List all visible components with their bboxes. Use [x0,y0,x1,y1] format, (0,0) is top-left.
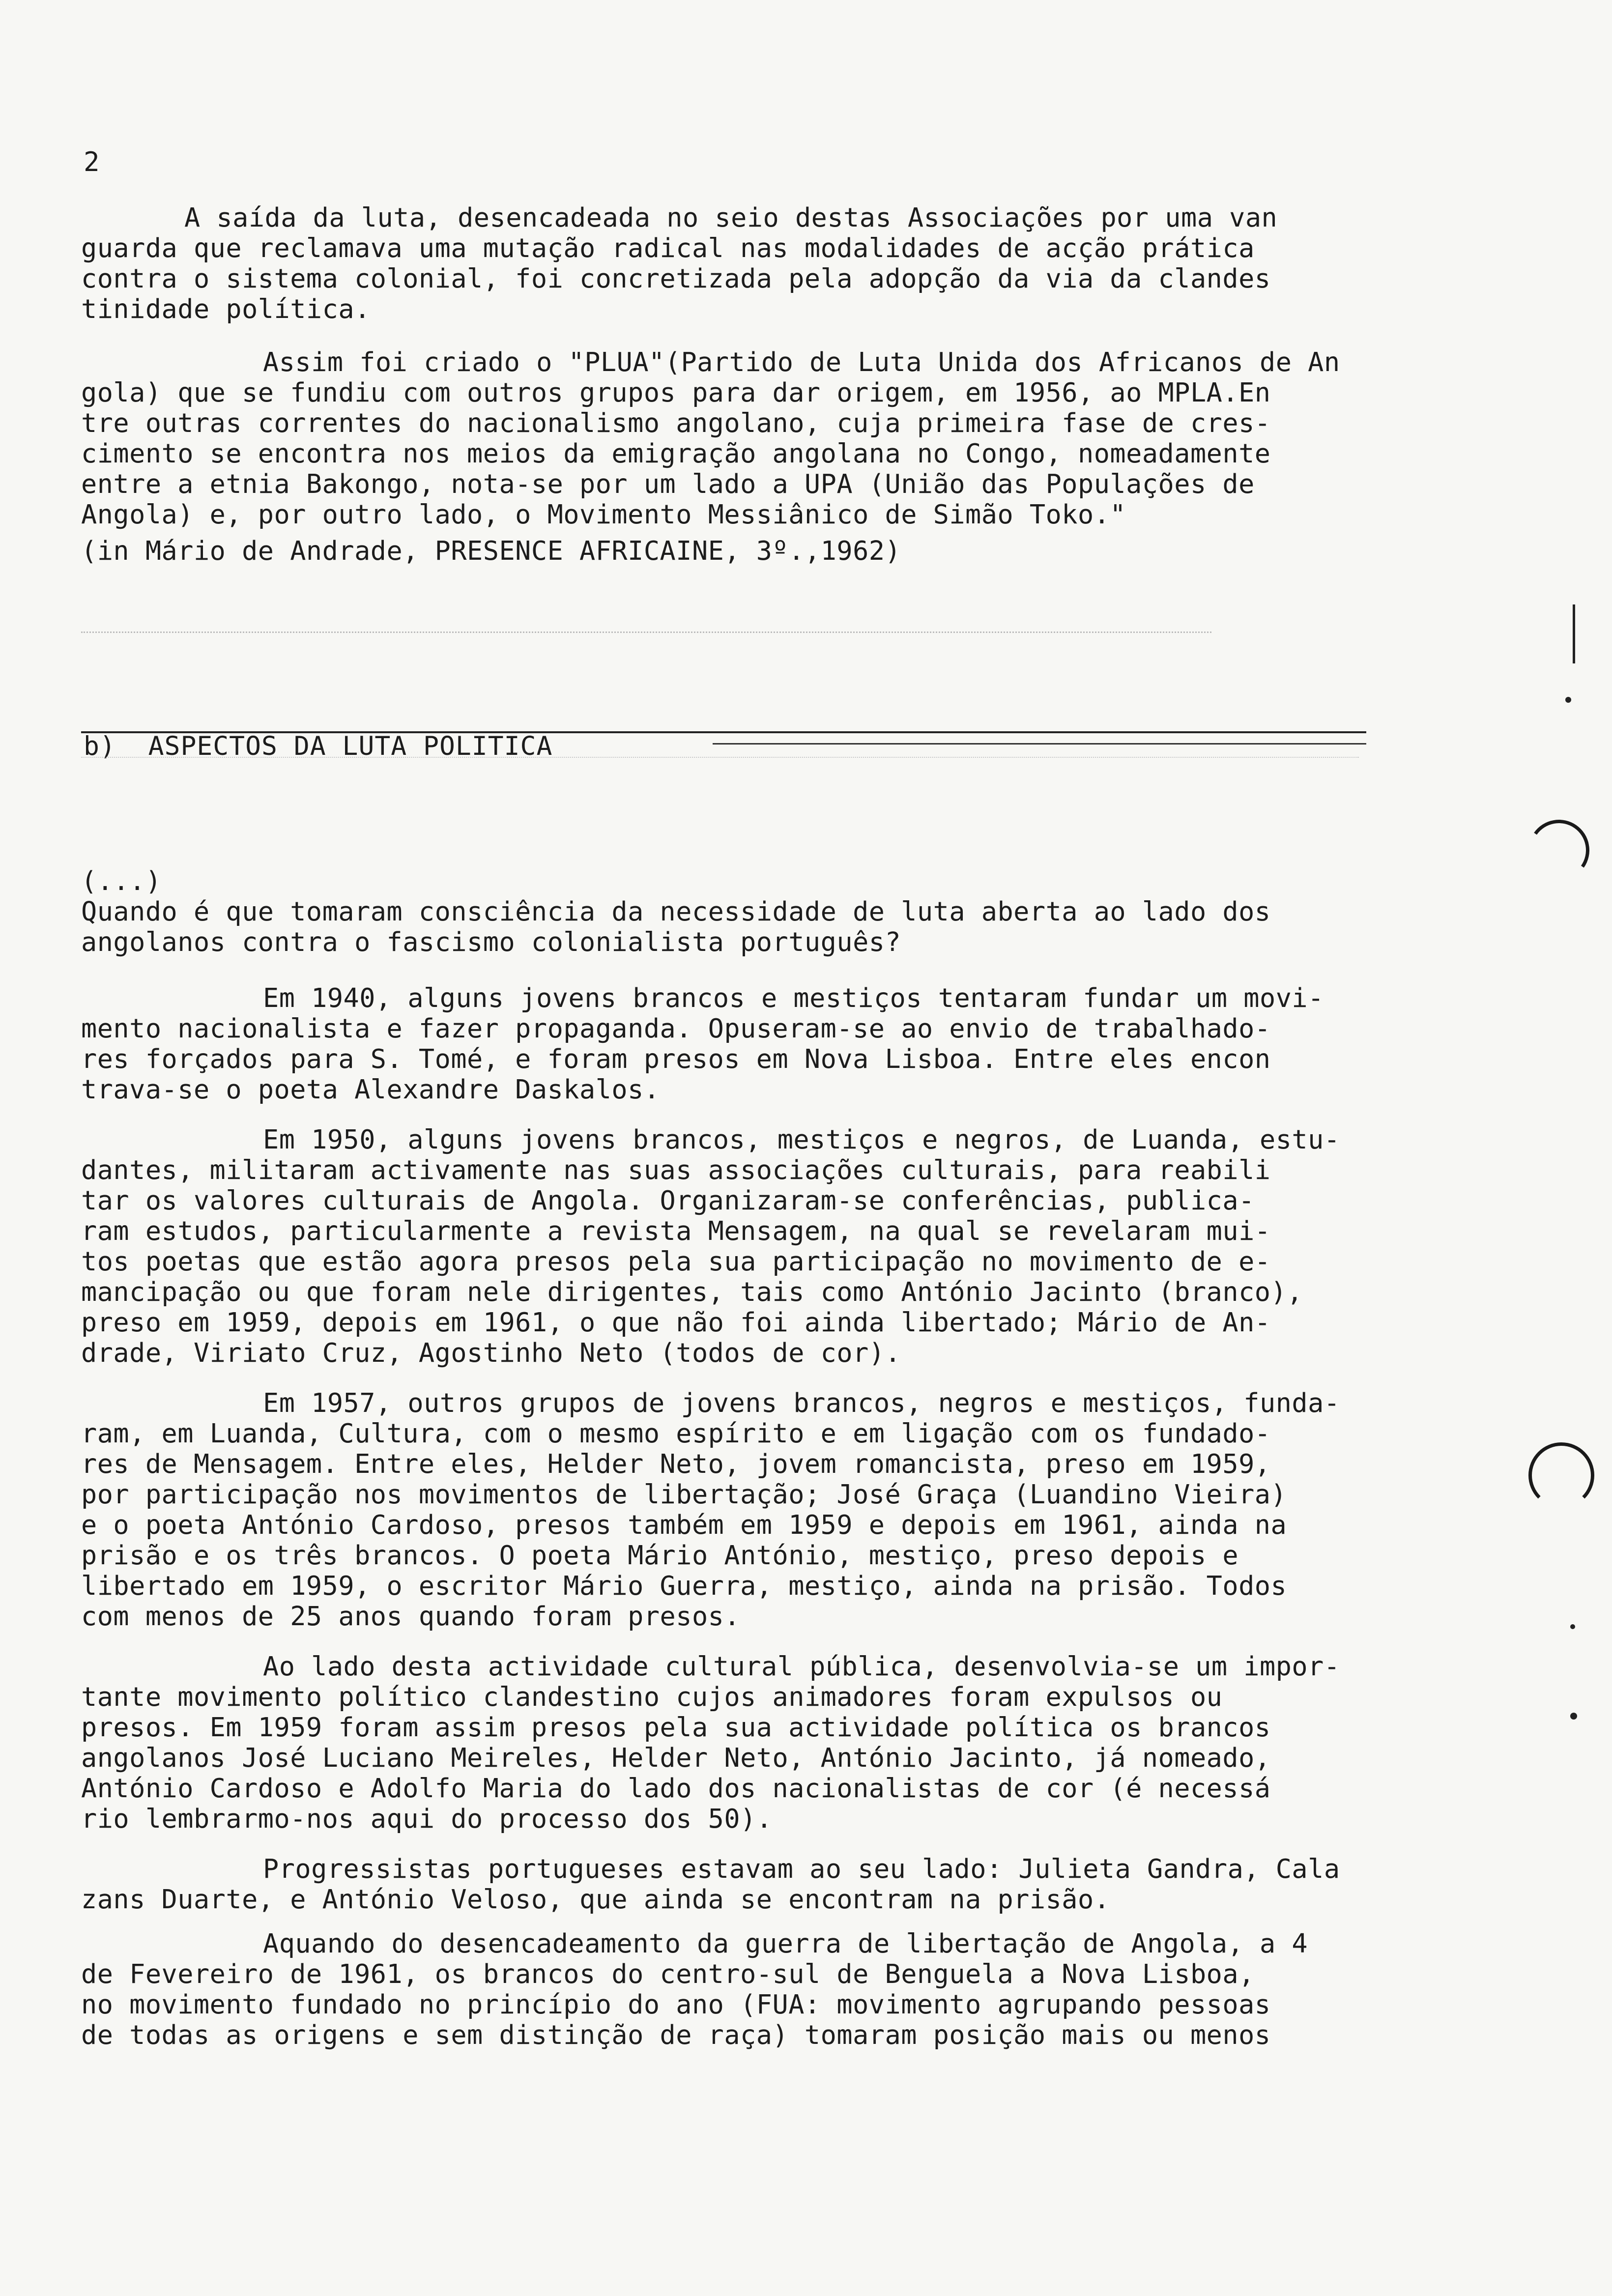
text-line: Em 1940, alguns jovens brancos e mestiços tentaram fundar um movi- [263,982,1324,1013]
text-line: prisão e os três brancos. O poeta Mário António, mestiço, preso depois e [81,1540,1239,1571]
page-number: 2 [84,146,100,177]
question-line: Quando é que tomaram consciência da necessidade de luta aberta ao lado dos [81,896,1271,927]
text-line: trava-se o poeta Alexandre Daskalos. [81,1074,660,1105]
text-line: Aquando do desencadeamento da guerra de libertação de Angola, a 4 [263,1928,1308,1959]
text-line: tos poetas que estão agora presos pela sua participação no movimento de e- [81,1246,1271,1277]
margin-dot [1570,1624,1575,1629]
text-line: de Fevereiro de 1961, os brancos do centro-sul de Benguela a Nova Lisboa, [81,1958,1255,1989]
text-line: Em 1957, outros grupos de jovens brancos, negros e mestiços, funda- [263,1387,1340,1418]
text-line: tinidade política. [81,293,371,324]
text-line: angolanos José Luciano Meireles, Helder Neto, António Jacinto, já nomeado, [81,1742,1271,1773]
text-line: tre outras correntes do nacionalismo angolano, cuja primeira fase de cres- [81,407,1271,438]
margin-mark [1573,604,1575,663]
text-line: zans Duarte, e António Veloso, que ainda se encontram na prisão. [81,1884,1110,1915]
top-quote-block [81,202,1369,566]
text-line: (...) [81,865,162,896]
text-line: A saída da luta, desencadeada no seio destas Associações por uma van [184,202,1278,233]
text-line: tar os valores culturais de Angola. Organizaram-se conferências, publica- [81,1185,1255,1216]
margin-dot [1570,1713,1577,1720]
text-line: entre a etnia Bakongo, nota-se por um lado a UPA (União das Populações de [81,468,1255,499]
text-line: com menos de 25 anos quando foram presos. [81,1601,741,1632]
question-line: angolanos contra o fascismo colonialista português? [81,926,901,957]
text-line: no movimento fundado no princípio do ano (FUA: movimento agrupando pessoas [81,1989,1271,2020]
dotted-divider [81,757,1359,759]
text-line: drade, Viriato Cruz, Agostinho Neto (todos de cor). [81,1337,901,1368]
citation-line: (in Mário de Andrade, PRESENCE AFRICAINE, 3º.,1962) [81,535,901,566]
text-line: dantes, militaram activamente nas suas associações culturais, para reabili [81,1154,1271,1185]
text-line: guarda que reclamava uma mutação radical nas modalidades de acção prática [81,232,1255,263]
text-line: preso em 1959, depois em 1961, o que não foi ainda libertado; Mário de An- [81,1307,1271,1338]
text-line: presos. Em 1959 foram assim presos pela sua actividade política os brancos [81,1712,1271,1743]
text-line: contra o sistema colonial, foi concretizada pela adopção da via da clandes [81,263,1271,294]
text-line: ram estudos, particularmente a revista Mensagem, na qual se revelaram mui- [81,1215,1271,1246]
text-line: Ao lado desta actividade cultural pública, desenvolvia-se um impor- [263,1651,1340,1682]
text-line: Assim foi criado o "PLUA"(Partido de Luta Unida dos Africanos de An [263,346,1340,377]
text-line: rio lembrarmo-nos aqui do processo dos 50). [81,1803,773,1834]
text-line: ram, em Luanda, Cultura, com o mesmo espírito e em ligação com os fundado- [81,1418,1271,1449]
text-line: res forçados para S. Tomé, e foram presos em Nova Lisboa. Entre eles encon [81,1043,1271,1074]
text-line: libertado em 1959, o escritor Mário Guerra, mestiço, ainda na prisão. Todos [81,1570,1287,1601]
text-line: e o poeta António Cardoso, presos também em 1959 e depois em 1961, ainda na [81,1509,1287,1540]
text-line: mancipação ou que foram nele dirigentes, tais como António Jacinto (branco), [81,1276,1303,1307]
margin-arc-mark [1524,815,1594,886]
text-line: gola) que se fundiu com outros grupos para dar origem, em 1956, ao MPLA.En [81,377,1271,408]
text-line: tante movimento político clandestino cujos animadores foram expulsos ou [81,1681,1223,1712]
text-line: Angola) e, por outro lado, o Movimento Messiânico de Simão Toko." [81,499,1126,530]
text-line: Progressistas portugueses estavam ao seu lado: Julieta Gandra, Cala [263,1853,1340,1884]
section-heading: b) ASPECTOS DA LUTA POLITICA [84,731,553,761]
text-line: por participação nos movimentos de libertação; José Graça (Luandino Vieira) [81,1479,1287,1510]
text-line: António Cardoso e Adolfo Maria do lado dos nacionalistas de cor (é necessá [81,1773,1271,1804]
text-line: res de Mensagem. Entre eles, Helder Neto, jovem romancista, preso em 1959, [81,1448,1271,1479]
text-line: mento nacionalista e fazer propaganda. Opuseram-se ao envio de trabalhado- [81,1013,1271,1044]
text-line: cimento se encontra nos meios da emigração angolana no Congo, nomeadamente [81,438,1271,469]
text-line: de todas as origens e sem distinção de raça) tomaram posição mais ou menos [81,2019,1271,2050]
margin-mark [1565,697,1571,703]
body-block [81,866,1369,2050]
margin-arc-mark [1528,1442,1594,1508]
text-line: Em 1950, alguns jovens brancos, mestiços e negros, de Luanda, estu- [263,1124,1340,1155]
dotted-divider [81,631,1211,634]
heading-rule-bottom [713,743,1366,745]
